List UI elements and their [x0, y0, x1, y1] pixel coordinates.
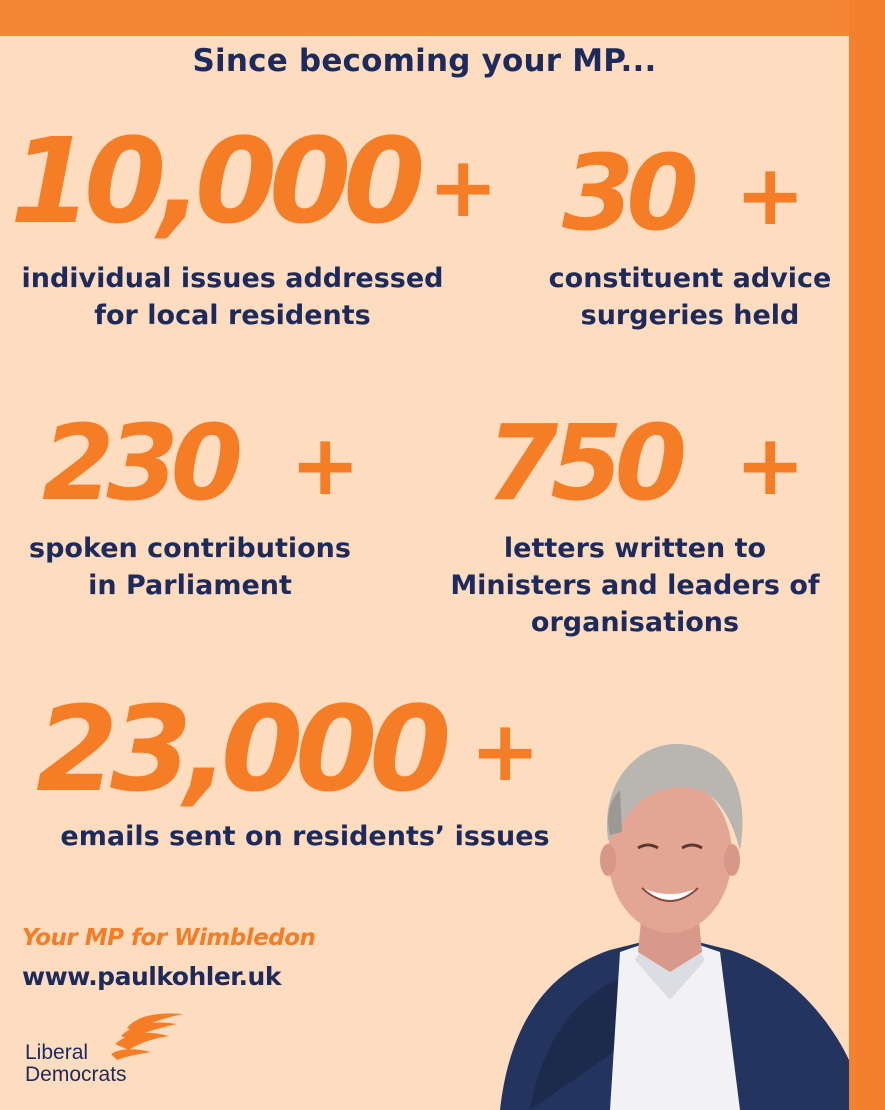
stat-number: 10,000 [10, 112, 418, 250]
stat-desc-line: organisations [530, 607, 740, 638]
stat-plus: + [428, 138, 499, 236]
stat-desc-line: emails sent on residents’ issues [60, 821, 550, 852]
stat-description [445, 530, 825, 641]
stat-description [20, 260, 445, 334]
stat-desc-line: spoken contributions [29, 533, 351, 564]
stat-plus: + [470, 702, 541, 800]
frame-top [0, 0, 885, 36]
stat-desc-line: letters written to [503, 533, 767, 564]
party-logo [25, 1010, 195, 1090]
stat-plus: + [735, 416, 806, 514]
stat-desc-line: constituent advice [548, 263, 832, 294]
stat-plus: + [290, 416, 361, 514]
tagline: Your MP for Wimbledon [22, 925, 316, 951]
stat-number: 230 [42, 402, 236, 524]
stat-description [540, 260, 840, 334]
stat-plus: + [735, 146, 806, 244]
stat-desc-line: surgeries held [580, 300, 800, 331]
stat-number: 750 [486, 402, 680, 524]
stat-desc-line: Ministers and leaders of [450, 570, 820, 601]
logo-text-line1: Liberal [25, 1041, 89, 1064]
stat-number: 23,000 [36, 680, 444, 818]
stat-description [20, 530, 360, 604]
stat-desc-line: for local residents [94, 300, 371, 331]
logo-text-line2: Democrats [25, 1063, 127, 1086]
website-link[interactable]: www.paulkohler.uk [22, 962, 281, 991]
stat-number: 30 [562, 132, 691, 254]
frame-right [849, 0, 885, 1110]
stat-desc-line: in Parliament [88, 570, 292, 601]
stat-desc-line: individual issues addressed [21, 263, 444, 294]
page-heading: Since becoming your MP... [192, 43, 657, 79]
mp-portrait [470, 720, 849, 1110]
bird-icon [107, 1010, 187, 1062]
